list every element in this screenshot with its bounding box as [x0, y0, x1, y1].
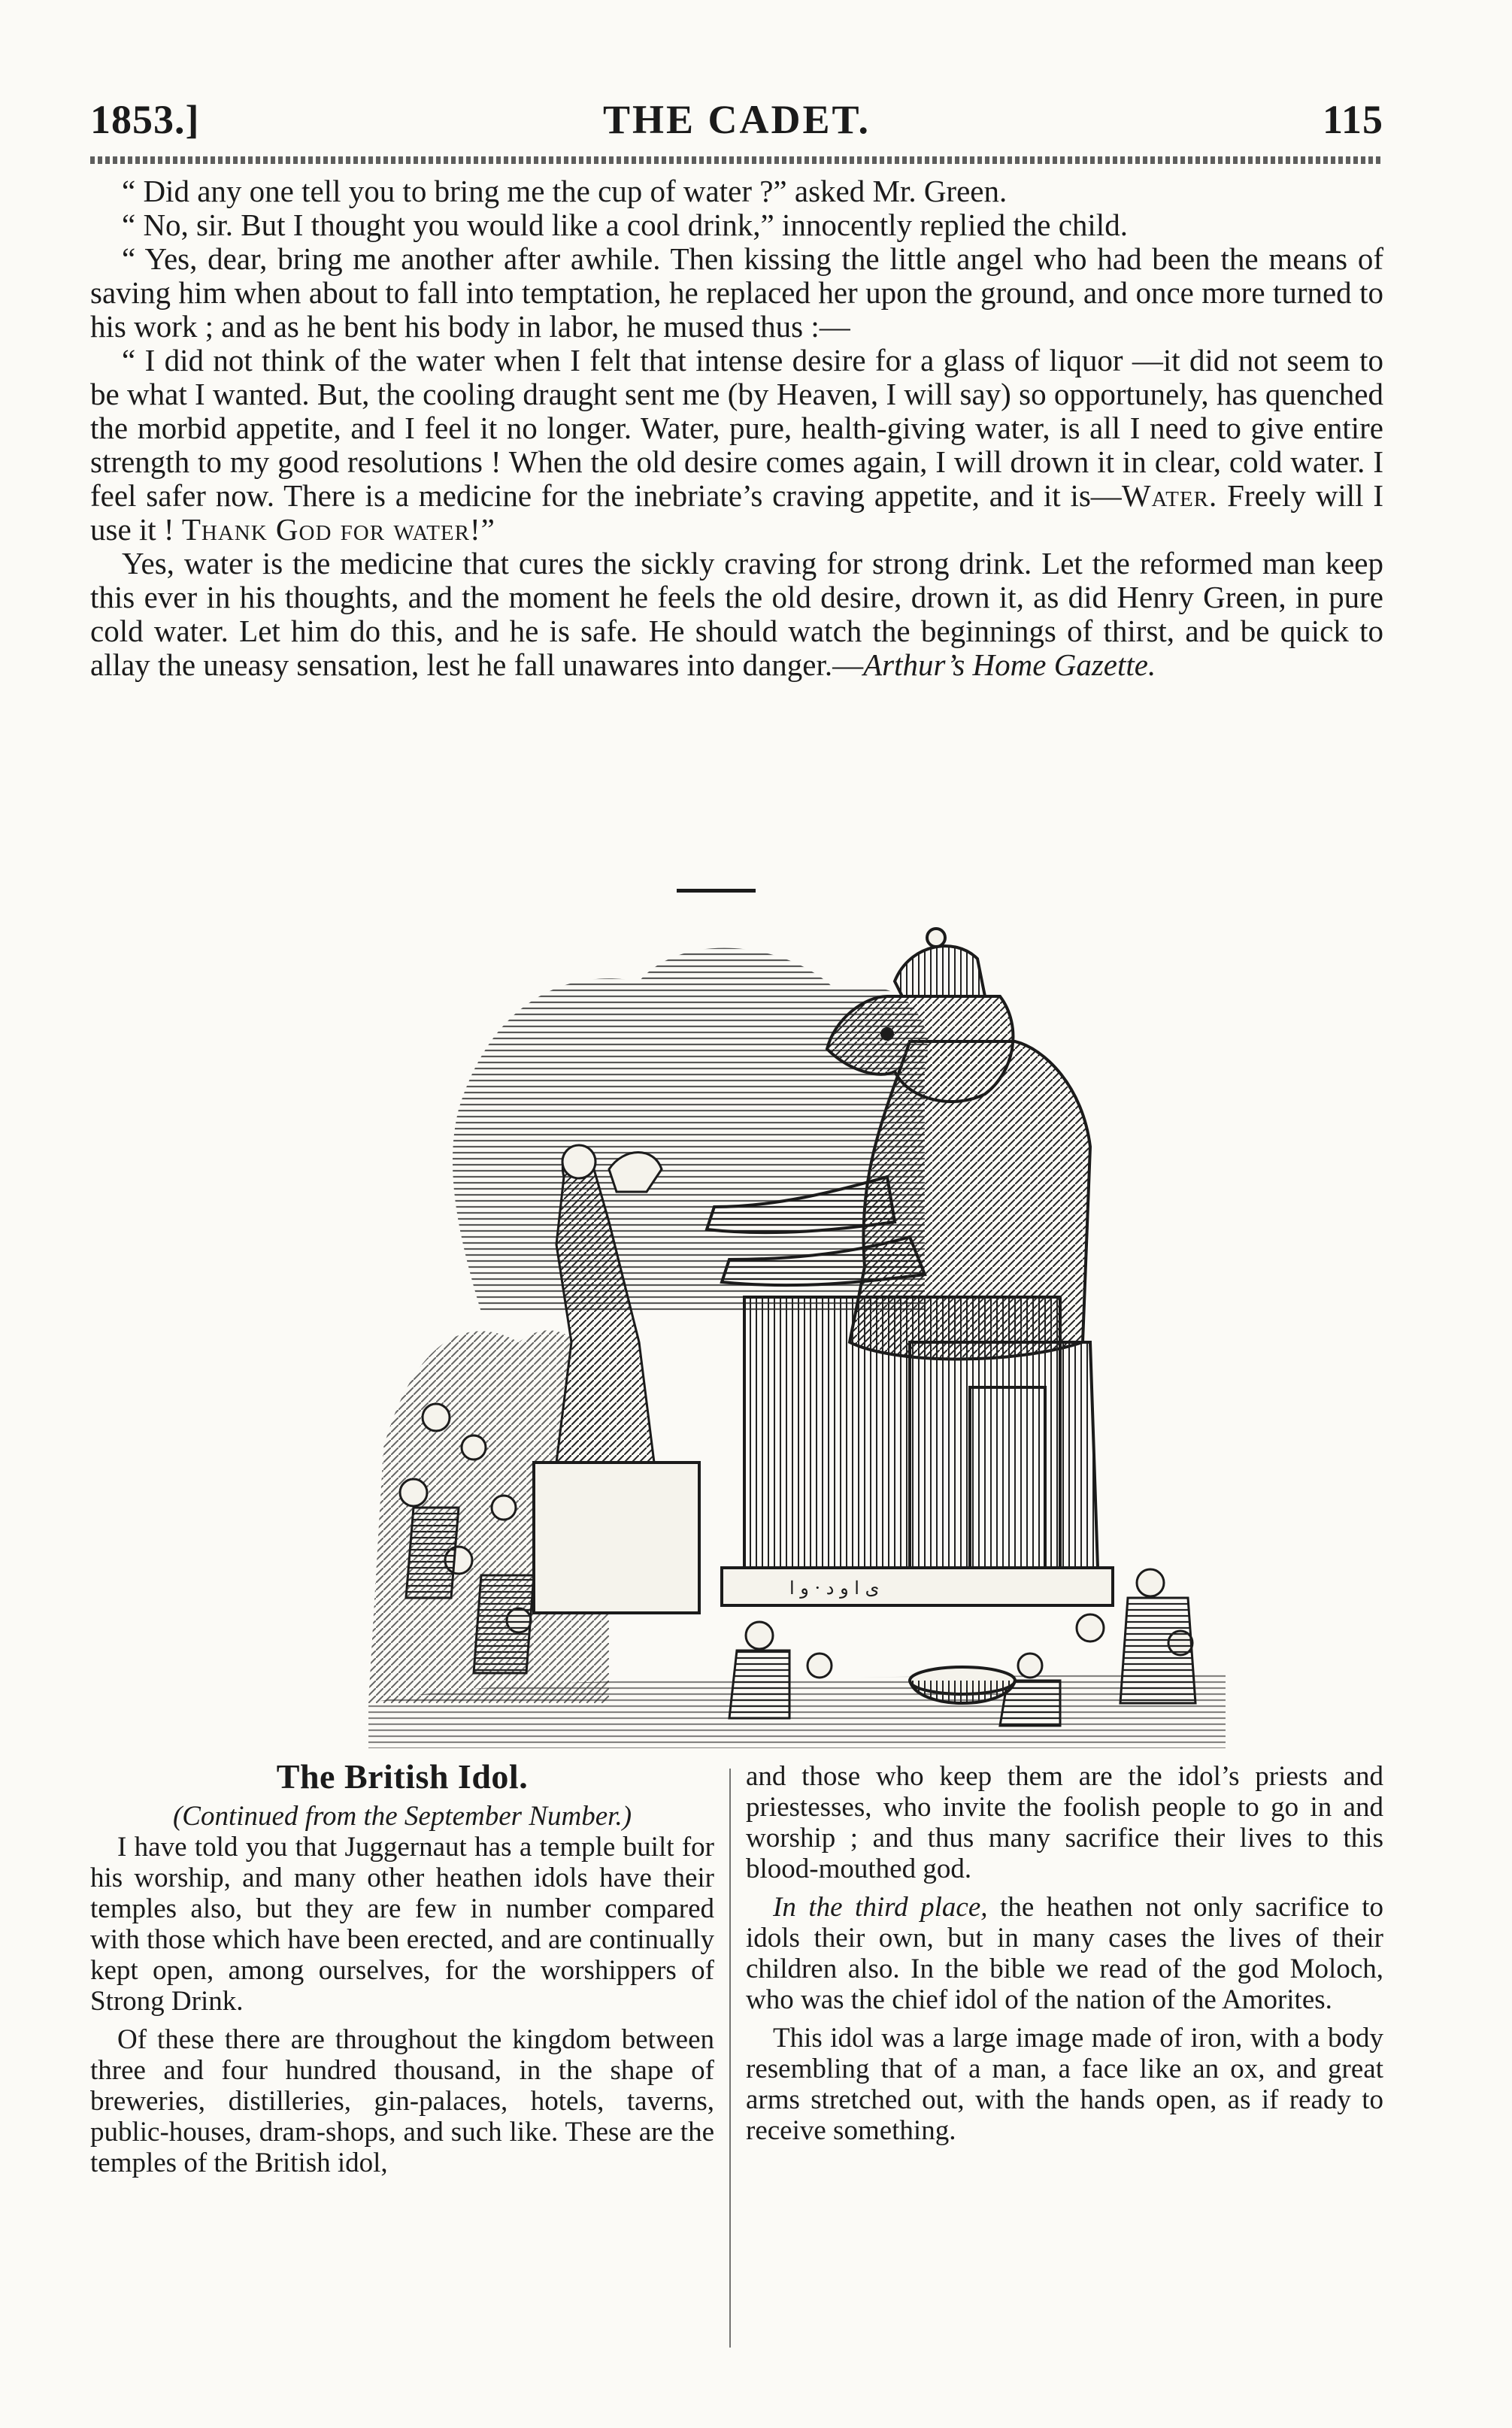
header-page-number: 115 — [1322, 97, 1383, 142]
header-year: 1853.] — [90, 97, 200, 142]
column-rule — [729, 1769, 731, 2348]
story-text-span: Freely will I use it ! — [90, 478, 1383, 547]
article-paragraph: Of these there are throughout the kingdom between three and four hundred thousand, in the shape of breweries, distilleries, gin-palaces, hotels, taverns, public-houses, dram-shops, and such like. These are the temples of the British idol, — [90, 2024, 714, 2178]
article-paragraph: This idol was a large image made of iron, with a body resembling that of a man, a face like an ox, and great arms stretched out, with the hands open, as if ready to receive something. — [746, 2023, 1383, 2146]
story-text-span: “ I did not think of the water when I felt that intense desire for a glass of liquor —it did not seem to be what I wanted. But, the cooling draught sent me (by Heaven, I will say) so opportunely, has quenched the morbid appetite, and I feel it no longer. Water, pure, health-giving water, is all I need to give entire strength to my good resolutions ! When the old desire comes again, I will drown it in clear, cold water. I feel safer now. There is a medicine for the inebriate’s craving appetite, and it is— — [90, 343, 1383, 513]
story-paragraph: “ Did any one tell you to bring me the cup of water ?” asked Mr. Green. — [122, 174, 1007, 208]
story-text — [90, 174, 1383, 682]
story-source: Arthur’s Home Gazette. — [863, 647, 1156, 682]
header-title: THE CADET. — [602, 97, 871, 142]
story-paragraph — [90, 344, 1383, 547]
story-text-span: Yes, water is the medicine that cures the sickly craving for strong drink. Let the reformed man keep this ever in his thoughts, and the moment he feels the old desire, drown it, as did Henry Green, in pure cold water. Let him do this, and he is safe. He should watch the beginnings of thirst, and be quick to allay the uneasy sensation, lest he fall unawares into danger.— — [90, 546, 1383, 682]
article-paragraph: I have told you that Juggernaut has a temple built for his worship, and many other heathen idols have their temples also, but they are few in number compared with those which have been erected, and are continually kept open, among ourselves, for the worshippers of Strong Drink. — [90, 1832, 714, 2017]
article-paragraph: and those who keep them are the idol’s priests and priestesses, who invite the foolish people to go in and worship ; and thus many sacrifice their lives to this blood-mouthed god. — [746, 1761, 1383, 1884]
story-paragraph: “ Yes, dear, bring me another after awhile. Then kissing the little angel who had been the means of saving him when about to fall into temptation, he replaced her upon the ground, and once more turned to his work ; and as he bent his body in labor, he mused thus :— — [90, 241, 1383, 344]
article-subtitle: (Continued from the September Number.) — [172, 1801, 632, 1832]
article-right-column — [746, 1761, 1383, 2146]
article-title: The British Idol. — [276, 1757, 529, 1796]
emphasis-thanks: Thank God for water!” — [181, 512, 495, 547]
emphasis-water: Water. — [1121, 478, 1218, 513]
section-divider — [677, 889, 756, 893]
moloch-idol-engraving — [368, 921, 1226, 1748]
header-rule — [90, 156, 1383, 164]
running-header — [90, 96, 1383, 156]
svg-text:ﻯ ﺍ ﻭ ﺩ · ﻭ ﺍ: ﻯ ﺍ ﻭ ﺩ · ﻭ ﺍ — [789, 1578, 880, 1599]
article-left-column — [90, 1757, 714, 2178]
story-paragraph — [90, 547, 1383, 682]
story-paragraph: “ No, sir. But I thought you would like a cool drink,” innocently replied the child. — [122, 208, 1128, 242]
article-text-span: the heathen not only sacrifice to idols their own, but in many cases the lives of their children also. In the bible we read of the god Moloch, who was the chief idol of the nation of the Amorites. — [746, 1892, 1383, 2015]
article-paragraph — [746, 1892, 1383, 2015]
article-emphasis: In the third place, — [773, 1892, 988, 1923]
